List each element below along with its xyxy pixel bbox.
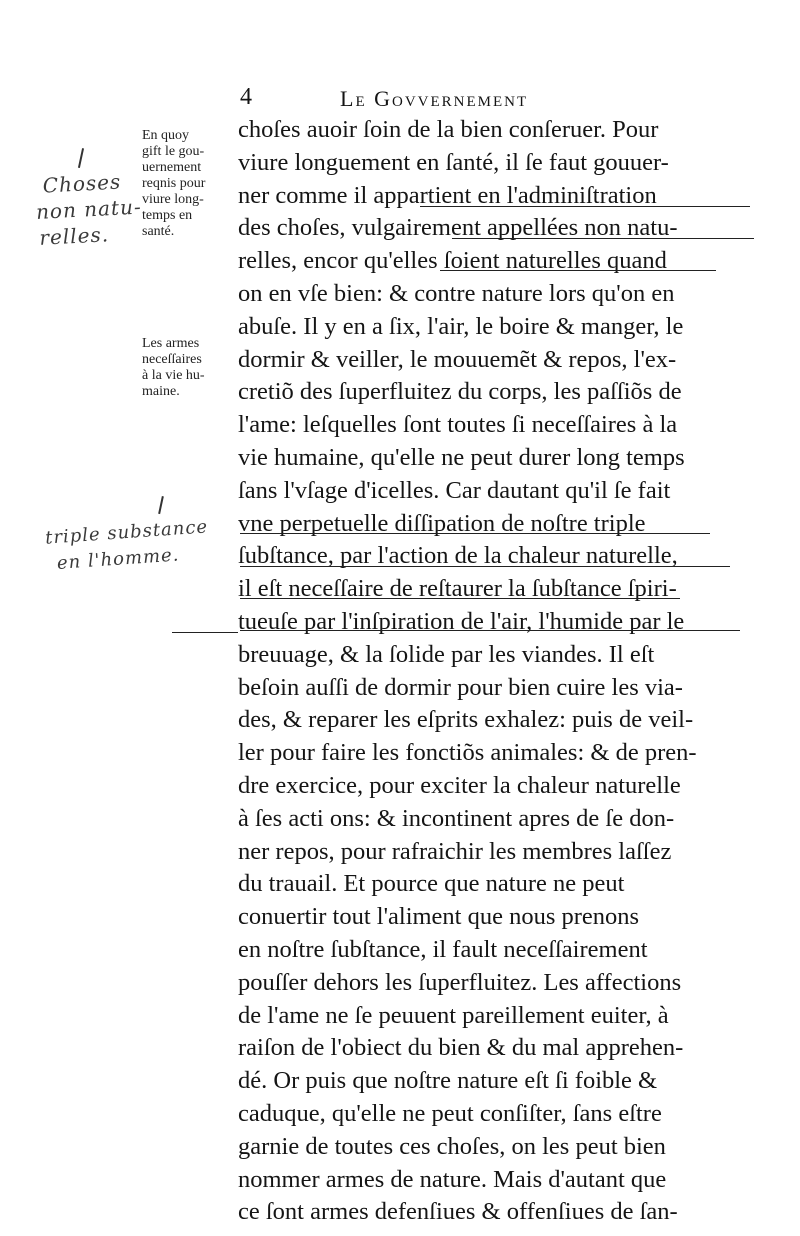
sidenote-line: maine. [142,384,180,399]
text-line: en noſtre ſubſtance, il fault neceſſairement [238,935,648,963]
text-line: des, & reparer les eſprits exhalez: puis de veil- [238,706,694,734]
underline-mark [240,630,740,631]
running-title: Le Govvernement [340,86,529,111]
text-line: tueuſe par l'inſpiration de l'air, l'humide par le [238,607,685,635]
text-line: ſans l'vſage d'icelles. Car dautant qu'il ſe fait [238,476,671,504]
text-line: il eſt neceſſaire de reſtaurer la ſubſtance ſpiri- [238,575,677,603]
text-line: de l'ame ne ſe peuuent pareillement euiter, à [238,1001,669,1029]
text-line: vie humaine, qu'elle ne peut durer long temps [238,443,685,471]
text-line: des choſes, vulgairement appellées non natu- [238,214,678,242]
text-line: garnie de toutes ces choſes, on les peut bien [238,1132,666,1160]
text-line: on en vſe bien: & contre nature lors qu'on en [238,279,675,307]
text-line: raiſon de l'obiect du bien & du mal apprehen- [238,1034,684,1062]
handwritten-line: Choses [42,169,122,198]
text-line: dre exercice, pour exciter la chaleur naturelle [238,771,681,799]
text-line: viure longuement en ſanté, il ſe faut gouuer- [238,148,669,176]
handwritten-note-triple [44,514,210,577]
underline-mark [440,270,716,271]
sidenote-armes [142,336,238,400]
text-line: relles, encor qu'elles ſoient naturelles quand [238,247,667,275]
underline-mark [420,206,750,207]
text-line: pouſſer dehors les ſuperfluitez. Les affections [238,968,682,996]
sidenote-line: Les armes [142,336,200,351]
handwritten-line: relles. [38,222,110,250]
underline-mark [240,533,710,534]
handwritten-line: en l'homme. [56,544,181,574]
sidenote-line: uernement [142,160,202,175]
text-line: ce ſont armes defenſiues & offenſiues de ſan- [238,1198,678,1226]
text-line: abuſe. Il y en a ſix, l'air, le boire & manger, le [238,312,684,340]
sidenote-line: gift le gou- [142,144,205,159]
margin-tick-mark [78,148,84,168]
text-line: dormir & veiller, le mouuemẽt & repos, l'ex- [238,345,677,373]
sidenote-line: à la vie hu- [142,368,205,383]
sidenote-line: temps en [142,208,193,223]
sidenote-line: neceſſaires [142,352,202,367]
text-line: ner comme il appartient en l'adminiſtration [238,181,657,209]
margin-tick-mark [158,496,163,514]
sidenote-line: reqnis pour [142,176,206,191]
sidenote-line: viure long- [142,192,204,207]
text-line: du trauail. Et pource que nature ne peut [238,870,625,898]
underline-mark [240,598,680,599]
text-line: conuertir tout l'aliment que nous prenons [238,903,640,931]
text-line: vne perpetuelle diſſipation de noſtre triple [238,509,646,537]
handwritten-line: triple substance [44,516,209,549]
sidenote-line: santé. [142,224,175,239]
handwritten-note-choses [35,167,144,250]
text-line: caduque, qu'elle ne peut conſiſter, ſans eſtre [238,1099,662,1127]
text-line: l'ame: leſquelles ſont toutes ſi neceſſaires à la [238,411,678,439]
text-line: beſoin auſſi de dormir pour bien cuire les via- [238,673,683,701]
underline-mark [452,238,754,239]
text-line: breuuage, & la ſolide par les viandes. Il eſt [238,640,655,668]
text-line: à ſes acti ons: & incontinent apres de ſe don- [238,804,675,832]
text-line: dé. Or puis que noſtre nature eſt ſi foible & [238,1067,658,1095]
margin-pointer-line [172,632,238,633]
handwritten-line: non natu- [35,194,143,224]
underline-mark [240,566,730,567]
body-text [238,114,758,1229]
page-number: 4 [240,84,252,110]
sidenote-governement [142,128,238,240]
text-line: cretiõ des ſuperfluitez du corps, les paſſiõs de [238,378,682,406]
text-line: ler pour faire les fonctiõs animales: & de pren- [238,739,697,767]
text-line: ſubſtance, par l'action de la chaleur naturelle, [238,542,678,570]
text-line: choſes auoir ſoin de la bien conſeruer. Pour [238,116,659,143]
sidenote-line: En quoy [142,128,190,143]
text-line: ner repos, pour rafraichir les membres laſſez [238,837,672,865]
text-line: nommer armes de nature. Mais d'autant que [238,1165,667,1193]
